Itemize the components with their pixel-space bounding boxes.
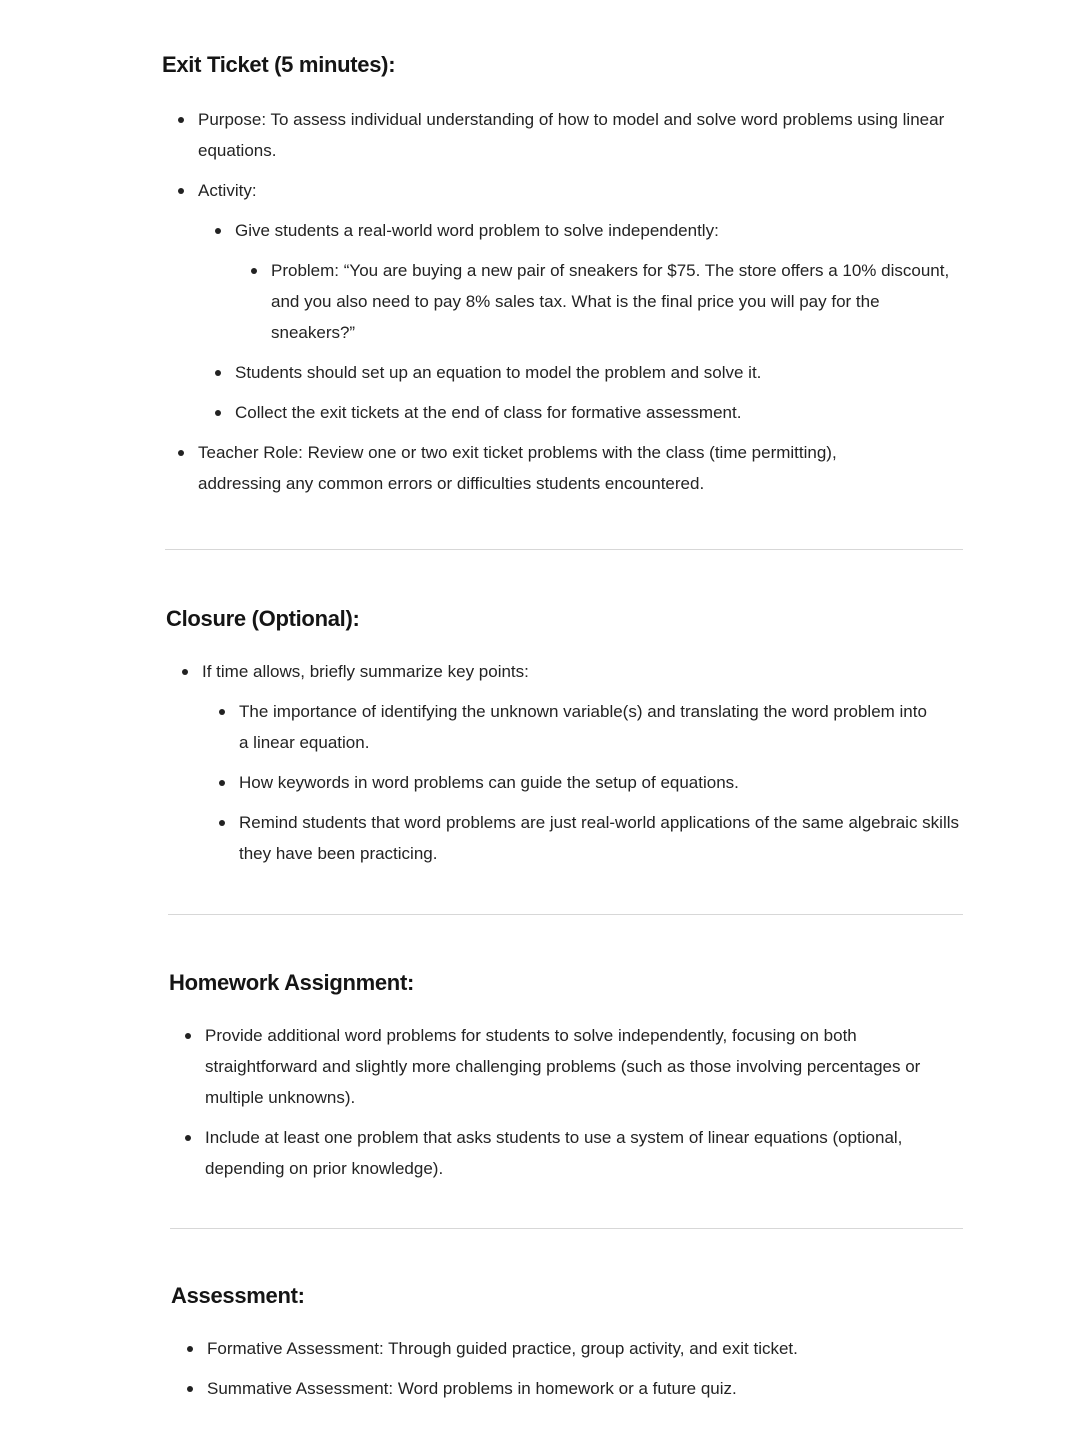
list-item [235, 357, 962, 388]
closure-section [166, 606, 966, 878]
closure-list [166, 656, 966, 869]
list-item [235, 215, 962, 348]
list-item [198, 104, 958, 166]
list-item [198, 437, 918, 499]
closure-point: How keywords in word problems can guide the setup of equations. [239, 767, 966, 798]
list-item [198, 175, 962, 428]
list-item [202, 656, 966, 869]
closure-points-list [202, 696, 966, 869]
closure-point: The importance of identifying the unknown variable(s) and translating the word problem into a linear equation. [239, 696, 939, 758]
activity-collect-tickets: Collect the exit tickets at the end of class for formative assessment. [235, 397, 962, 428]
list-item [205, 1122, 945, 1184]
exit-ticket-teacher-role: Teacher Role: Review one or two exit ticket problems with the class (time permitting), addressing any common errors or difficulties students encountered. [198, 437, 918, 499]
assessment-heading: Assessment: [171, 1283, 305, 1308]
section-divider [168, 914, 963, 915]
list-item [207, 1333, 971, 1364]
assessment-item: Summative Assessment: Word problems in homework or a future quiz. [207, 1373, 971, 1404]
closure-heading: Closure (Optional): [166, 606, 360, 631]
list-item [205, 1020, 965, 1113]
closure-intro: If time allows, briefly summarize key points: [202, 656, 966, 687]
list-item [239, 807, 959, 869]
problem-list [235, 255, 962, 348]
homework-list [169, 1020, 969, 1184]
homework-item: Provide additional word problems for students to solve independently, focusing on both straightforward and slightly more challenging problems (such as those involving percentages or multiple unknowns). [205, 1020, 965, 1113]
assessment-item: Formative Assessment: Through guided practice, group activity, and exit ticket. [207, 1333, 971, 1364]
activity-setup-equation: Students should set up an equation to model the problem and solve it. [235, 357, 962, 388]
list-item [235, 397, 962, 428]
closure-point: Remind students that word problems are just real-world applications of the same algebraic skills they have been practicing. [239, 807, 959, 869]
exit-ticket-heading: Exit Ticket (5 minutes): [162, 52, 396, 77]
homework-item: Include at least one problem that asks students to use a system of linear equations (optional, depending on prior knowledge). [205, 1122, 945, 1184]
activity-list [198, 215, 962, 428]
homework-section [169, 970, 969, 1193]
list-item [239, 696, 939, 758]
section-divider [165, 549, 963, 550]
list-item [207, 1373, 971, 1404]
homework-heading: Homework Assignment: [169, 970, 415, 995]
assessment-list [171, 1333, 971, 1404]
section-divider [170, 1228, 963, 1229]
exit-ticket-section [162, 52, 962, 508]
exit-ticket-list [162, 104, 962, 499]
list-item [271, 255, 961, 348]
exit-ticket-activity-label: Activity: [198, 175, 962, 206]
exit-ticket-purpose: Purpose: To assess individual understanding of how to model and solve word problems using linear equations. [198, 104, 958, 166]
assessment-section [171, 1283, 971, 1413]
activity-give-problem: Give students a real-world word problem to solve independently: [235, 215, 962, 246]
sneakers-problem: Problem: “You are buying a new pair of sneakers for $75. The store offers a 10% discount, and you also need to pay 8% sales tax. What is the final price you will pay for the sneakers?” [271, 255, 961, 348]
list-item [239, 767, 966, 798]
